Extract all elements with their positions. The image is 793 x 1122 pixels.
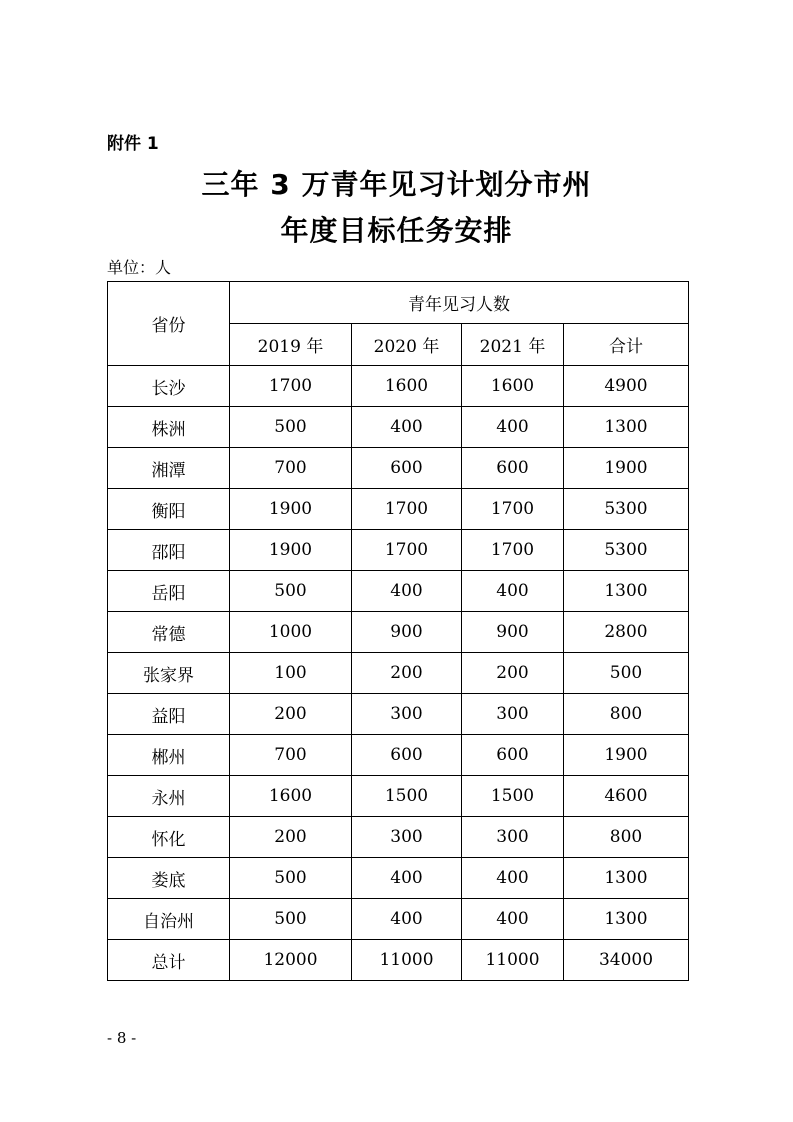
year-value-cell: 400 [462,571,564,612]
table-row [108,571,689,612]
region-name-cell: 张家界 [108,653,230,694]
year-value-cell: 500 [230,571,352,612]
year-value-cell: 400 [352,899,462,940]
table-row [108,489,689,530]
year-value-cell: 400 [352,571,462,612]
year-value-cell: 400 [352,858,462,899]
trainee-count-header: 青年见习人数 [230,282,689,324]
region-name-cell: 总计 [108,940,230,981]
subtotal-value-cell: 800 [564,817,689,858]
year-value-cell: 300 [462,817,564,858]
region-name-cell: 邵阳 [108,530,230,571]
year-value-cell: 500 [230,407,352,448]
year-value-cell: 200 [352,653,462,694]
year-value-cell: 11000 [462,940,564,981]
table-row [108,817,689,858]
subtotal-value-cell: 500 [564,653,689,694]
year-value-cell: 1900 [230,530,352,571]
year-value-cell: 1500 [352,776,462,817]
header-row [108,282,689,324]
table-row [108,407,689,448]
region-name-cell: 衡阳 [108,489,230,530]
table-row [108,448,689,489]
region-name-cell: 益阳 [108,694,230,735]
region-name-cell: 永州 [108,776,230,817]
subtotal-value-cell: 5300 [564,489,689,530]
subtotal-value-cell: 4900 [564,366,689,407]
trainee-target-table [107,281,689,981]
year-value-cell: 1700 [462,489,564,530]
table-row [108,612,689,653]
subtotal-value-cell: 2800 [564,612,689,653]
year-value-cell: 200 [230,694,352,735]
subtotal-value-cell: 1900 [564,448,689,489]
year-value-cell: 400 [462,407,564,448]
region-name-cell: 怀化 [108,817,230,858]
year-value-cell: 1700 [352,530,462,571]
table-row [108,899,689,940]
year-value-cell: 600 [462,735,564,776]
region-name-cell: 常德 [108,612,230,653]
year-value-cell: 400 [462,899,564,940]
year-value-cell: 1600 [352,366,462,407]
page-number: - 8 - [107,1029,137,1047]
year-value-cell: 600 [352,448,462,489]
year-2021-header: 2021 年 [462,324,564,366]
year-value-cell: 11000 [352,940,462,981]
year-value-cell: 600 [352,735,462,776]
year-value-cell: 1600 [230,776,352,817]
region-name-cell: 娄底 [108,858,230,899]
year-value-cell: 12000 [230,940,352,981]
year-value-cell: 400 [462,858,564,899]
unit-label: 单位：人 [107,258,172,277]
year-value-cell: 1700 [230,366,352,407]
region-name-cell: 长沙 [108,366,230,407]
year-value-cell: 1000 [230,612,352,653]
year-value-cell: 300 [462,694,564,735]
year-value-cell: 400 [352,407,462,448]
table-row [108,858,689,899]
year-value-cell: 900 [462,612,564,653]
subtotal-value-cell: 1300 [564,858,689,899]
province-header: 省份 [108,282,230,366]
subtotal-value-cell: 4600 [564,776,689,817]
year-value-cell: 900 [352,612,462,653]
total-row [108,940,689,981]
year-value-cell: 600 [462,448,564,489]
attachment-label: 附件 1 [107,134,159,154]
year-value-cell: 1500 [462,776,564,817]
table-row [108,653,689,694]
year-value-cell: 100 [230,653,352,694]
year-value-cell: 1700 [352,489,462,530]
region-name-cell: 株洲 [108,407,230,448]
table-row [108,530,689,571]
year-value-cell: 300 [352,694,462,735]
subtotal-value-cell: 1900 [564,735,689,776]
year-value-cell: 200 [230,817,352,858]
year-value-cell: 1900 [230,489,352,530]
subtotal-value-cell: 1300 [564,899,689,940]
subtotal-value-cell: 1300 [564,571,689,612]
subtotal-header: 合计 [564,324,689,366]
region-name-cell: 湘潭 [108,448,230,489]
year-value-cell: 700 [230,448,352,489]
year-value-cell: 700 [230,735,352,776]
year-value-cell: 500 [230,899,352,940]
table-row [108,735,689,776]
table-row [108,694,689,735]
subtotal-value-cell: 1300 [564,407,689,448]
year-2020-header: 2020 年 [352,324,462,366]
year-2019-header: 2019 年 [230,324,352,366]
year-value-cell: 300 [352,817,462,858]
year-value-cell: 1700 [462,530,564,571]
region-name-cell: 自治州 [108,899,230,940]
table-row [108,776,689,817]
subtotal-value-cell: 5300 [564,530,689,571]
document-title-line-2: 年度目标任务安排 [280,214,513,247]
table-row [108,366,689,407]
subtotal-value-cell: 800 [564,694,689,735]
region-name-cell: 岳阳 [108,571,230,612]
year-value-cell: 500 [230,858,352,899]
year-value-cell: 200 [462,653,564,694]
subtotal-value-cell: 34000 [564,940,689,981]
region-name-cell: 郴州 [108,735,230,776]
document-title-line-1: 三年 3 万青年见习计划分市州 [201,168,592,201]
year-value-cell: 1600 [462,366,564,407]
